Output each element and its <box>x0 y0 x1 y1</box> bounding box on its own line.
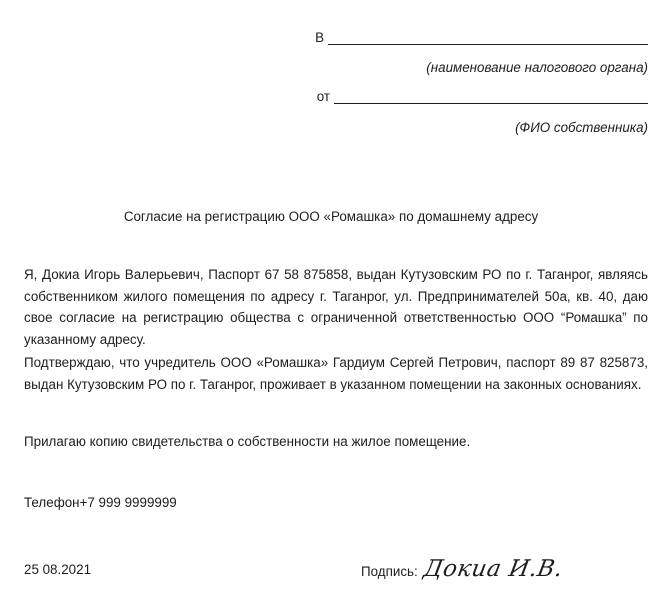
recipient-label: В <box>315 30 324 45</box>
signature-label: Подпись: <box>361 564 418 579</box>
confirmation-paragraph: Подтверждаю, что учредитель ООО «Ромашка» Гардиум Сергей Петрович, паспорт 89 87 825873, выдан Кутузовским РО по г. Таганрог, проживает в указанном помещении на законных основаниях. <box>24 355 648 392</box>
sender-line <box>317 89 648 104</box>
phone-number: Телефон+7 999 9999999 <box>24 495 177 510</box>
recipient-hint: (наименование налогового органа) <box>426 60 648 75</box>
document-title: Согласие на регистрацию ООО «Ромашка» по домашнему адресу <box>123 209 539 224</box>
recipient-line <box>315 30 648 45</box>
attachment-note: Прилагаю копию свидетельства о собственности на жилое помещение. <box>24 434 471 449</box>
recipient-blank <box>328 30 648 45</box>
sender-blank <box>334 89 648 104</box>
sender-label: от <box>316 89 330 104</box>
sender-hint: (ФИО собственника) <box>515 120 648 135</box>
signature-block <box>361 556 565 582</box>
handwritten-signature: Докиа И.В. <box>421 556 565 582</box>
document-date: 25 08.2021 <box>24 562 92 577</box>
consent-paragraph: Я, Докиа Игорь Валерьевич, Паспорт 67 58 875858, выдан Кутузовским РО по г. Таганрог, являясь собственником жилого помещения по адресу г. Таганрог, ул. Предпринимателей 50а, кв. 40, даю свое согласие на регистрацию общества с ограниченной ответственностью ООО “Ромашка” по указанному адресу. <box>24 267 648 347</box>
